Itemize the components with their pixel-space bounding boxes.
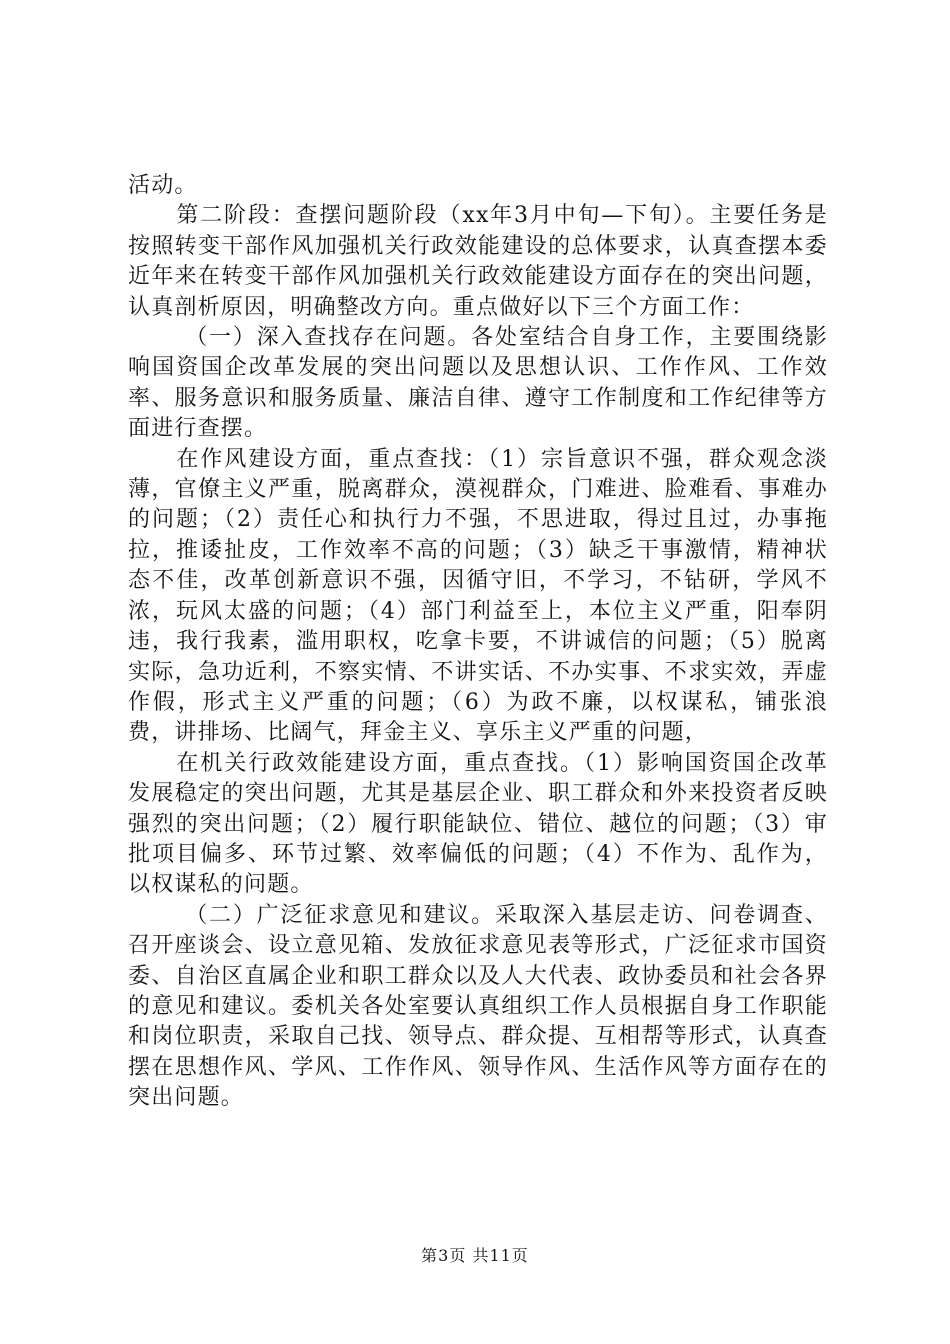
document-body <box>128 171 828 1114</box>
paragraph-efficiency-building: 在机关行政效能建设方面，重点查找。（1）影响国资国企改革发展稳定的突出问题，尤其是基层企业、职工群众和外来投资者反映强烈的突出问题；（2）履行职能缺位、错位、越位的问题；（3）审批项目偏多、环节过繁、效率偏低的问题；（4）不作为、乱作为，以权谋私的问题。 <box>128 750 828 898</box>
page-number-footer: 第3页 共11页 <box>421 1246 529 1265</box>
paragraph-item-one: （一）深入查找存在问题。各处室结合自身工作，主要围绕影响国资国企改革发展的突出问题以及思想认识、工作作风、工作效率、服务意识和服务质量、廉洁自律、遵守工作制度和工作纪律等方面进行查摆。 <box>128 325 828 442</box>
paragraph-style-building: 在作风建设方面，重点查找：（1）宗旨意识不强，群众观念淡薄，官僚主义严重，脱离群众，漠视群众，门难进、脸难看、事难办的问题；（2）责任心和执行力不强，不思进取，得过且过，办事拖拉，推诿扯皮，工作效率不高的问题；（3）缺乏干事激情，精神状态不佳，改革创新意识不强，因循守旧，不学习，不钻研，学风不浓，玩风太盛的问题；（4）部门利益至上，本位主义严重，阳奉阴违，我行我素，滥用职权，吃拿卡要，不讲诚信的问题；（5）脱离实际，急功近利，不察实情、不讲实话、不办实事、不求实效，弄虚作假，形式主义严重的问题；（6）为政不廉，以权谋私，铺张浪费，讲排场、比阔气，拜金主义、享乐主义严重的问题， <box>128 446 828 746</box>
paragraph-stage-two: 第二阶段：查摆问题阶段（xx年3月中旬—下旬）。主要任务是按照转变干部作风加强机关行政效能建设的总体要求，认真查摆本委近年来在转变干部作风加强机关行政效能建设方面存在的突出问题，认真剖析原因，明确整改方向。重点做好以下三个方面工作： <box>128 203 828 320</box>
paragraph-item-two: （二）广泛征求意见和建议。采取深入基层走访、问卷调查、召开座谈会、设立意见箱、发放征求意见表等形式，广泛征求市国资委、自治区直属企业和职工群众以及人大代表、政协委员和社会各界的意见和建议。委机关各处室要认真组织工作人员根据自身工作职能和岗位职责，采取自己找、领导点、群众提、互相帮等形式，认真查摆在思想作风、学风、工作作风、领导作风、生活作风等方面存在的突出问题。 <box>128 902 828 1111</box>
paragraph-continuation: 活动。 <box>128 173 198 198</box>
